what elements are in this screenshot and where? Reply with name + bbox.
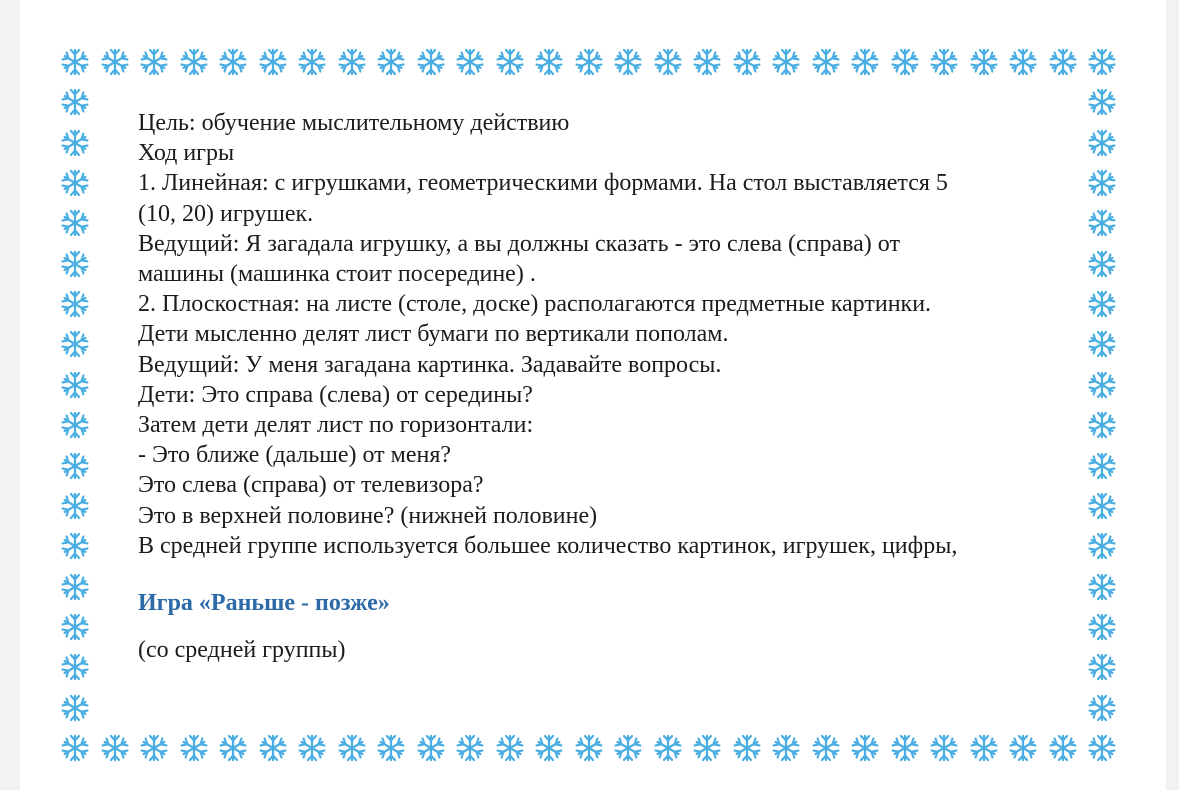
- text-line: Ведущий: У меня загадана картинка. Задавайте вопросы.: [138, 351, 722, 378]
- text-line: Это слева (справа) от телевизора?: [138, 472, 484, 499]
- document-body: [138, 108, 1098, 665]
- text-line: Дети: Это справа (слева) от середины?: [138, 381, 533, 408]
- snowflake-icon: [772, 48, 800, 76]
- snowflake-icon: [496, 734, 524, 762]
- text-line: - Это ближе (дальше) от меня?: [138, 442, 452, 469]
- snowflake-icon: [496, 48, 524, 76]
- text-line: 1. Линейная: с игрушками, геометрическими формами. На стол выставляется 5: [138, 170, 948, 197]
- text-line: Цель: обучение мыслительному действию: [138, 110, 570, 136]
- snowflake-icon: [1088, 734, 1116, 762]
- text-line: (10, 20) игрушек.: [138, 200, 314, 227]
- snowflake-icon: [338, 734, 366, 762]
- snowflake-icon: [772, 734, 800, 762]
- snowflake-icon: [930, 734, 958, 762]
- snowflake-icon: [61, 573, 89, 601]
- snowflake-icon: [456, 48, 484, 76]
- snowflake-icon: [970, 48, 998, 76]
- snowflake-icon: [140, 48, 168, 76]
- snowflake-icon: [614, 48, 642, 76]
- text-line: В средней группе используется большее количество картинок, игрушек, цифры,: [138, 532, 958, 559]
- snowflake-icon: [61, 613, 89, 641]
- snowflake-icon: [535, 734, 563, 762]
- text-line: 2. Плоскостная: на листе (столе, доске) располагаются предметные картинки.: [138, 291, 932, 318]
- text-line: Ведущий: Я загадала игрушку, а вы должны сказать - это слева (справа) от: [138, 230, 900, 257]
- snowflake-icon: [101, 734, 129, 762]
- snowflake-icon: [654, 48, 682, 76]
- snowflake-icon: [61, 532, 89, 560]
- snowflake-icon: [61, 492, 89, 520]
- snowflake-icon: [180, 48, 208, 76]
- snowflake-icon: [575, 48, 603, 76]
- snowflake-icon: [1088, 694, 1116, 722]
- snowflake-icon: [851, 48, 879, 76]
- snowflake-icon: [338, 48, 366, 76]
- snowflake-icon: [693, 48, 721, 76]
- snowflake-icon: [1009, 734, 1037, 762]
- snowflake-icon: [61, 452, 89, 480]
- snowflake-icon: [614, 734, 642, 762]
- text-line: Это в верхней половине? (нижней половине): [138, 502, 598, 529]
- snowflake-icon: [417, 734, 445, 762]
- snowflake-icon: [377, 734, 405, 762]
- text-line: машины (машинка стоит посередине) .: [138, 261, 536, 288]
- text-line: Затем дети делят лист по горизонтали:: [138, 412, 534, 439]
- snowflake-icon: [654, 734, 682, 762]
- snowflake-icon: [180, 734, 208, 762]
- snowflake-icon: [61, 250, 89, 278]
- snowflake-icon: [1088, 48, 1116, 76]
- snowflake-icon: [219, 734, 247, 762]
- snowflake-icon: [733, 48, 761, 76]
- snowflake-icon: [61, 48, 89, 76]
- text-line: Ход игры: [138, 140, 235, 167]
- snowflake-icon: [812, 48, 840, 76]
- snowflake-icon: [851, 734, 879, 762]
- snowflake-icon: [891, 734, 919, 762]
- snowflake-icon: [298, 734, 326, 762]
- snowflake-icon: [970, 734, 998, 762]
- snowflake-icon: [61, 290, 89, 318]
- game-heading: Игра «Раньше - позже»: [138, 590, 390, 617]
- snowflake-icon: [535, 48, 563, 76]
- snowflake-icon: [61, 88, 89, 116]
- snowflake-icon: [61, 169, 89, 197]
- snowflake-icon: [812, 734, 840, 762]
- snowflake-icon: [61, 411, 89, 439]
- text-line: Дети мысленно делят лист бумаги по вертикали пополам.: [138, 321, 729, 348]
- snowflake-icon: [298, 48, 326, 76]
- snowflake-icon: [1049, 734, 1077, 762]
- snowflake-icon: [1009, 48, 1037, 76]
- snowflake-icon: [61, 129, 89, 157]
- snowflake-icon: [61, 653, 89, 681]
- snowflake-icon: [259, 48, 287, 76]
- snowflake-icon: [575, 734, 603, 762]
- snowflake-icon: [61, 734, 89, 762]
- snowflake-icon: [219, 48, 247, 76]
- snowflake-icon: [891, 48, 919, 76]
- snowflake-icon: [259, 734, 287, 762]
- snowflake-icon: [417, 48, 445, 76]
- snowflake-icon: [61, 330, 89, 358]
- snowflake-icon: [61, 694, 89, 722]
- snowflake-icon: [1049, 48, 1077, 76]
- snowflake-icon: [61, 371, 89, 399]
- snowflake-icon: [456, 734, 484, 762]
- snowflake-icon: [733, 734, 761, 762]
- snowflake-icon: [101, 48, 129, 76]
- group-note: (со средней группы): [138, 637, 346, 664]
- snowflake-icon: [930, 48, 958, 76]
- snowflake-icon: [693, 734, 721, 762]
- snowflake-icon: [377, 48, 405, 76]
- snowflake-icon: [61, 209, 89, 237]
- snowflake-icon: [140, 734, 168, 762]
- document-page: [20, 0, 1166, 790]
